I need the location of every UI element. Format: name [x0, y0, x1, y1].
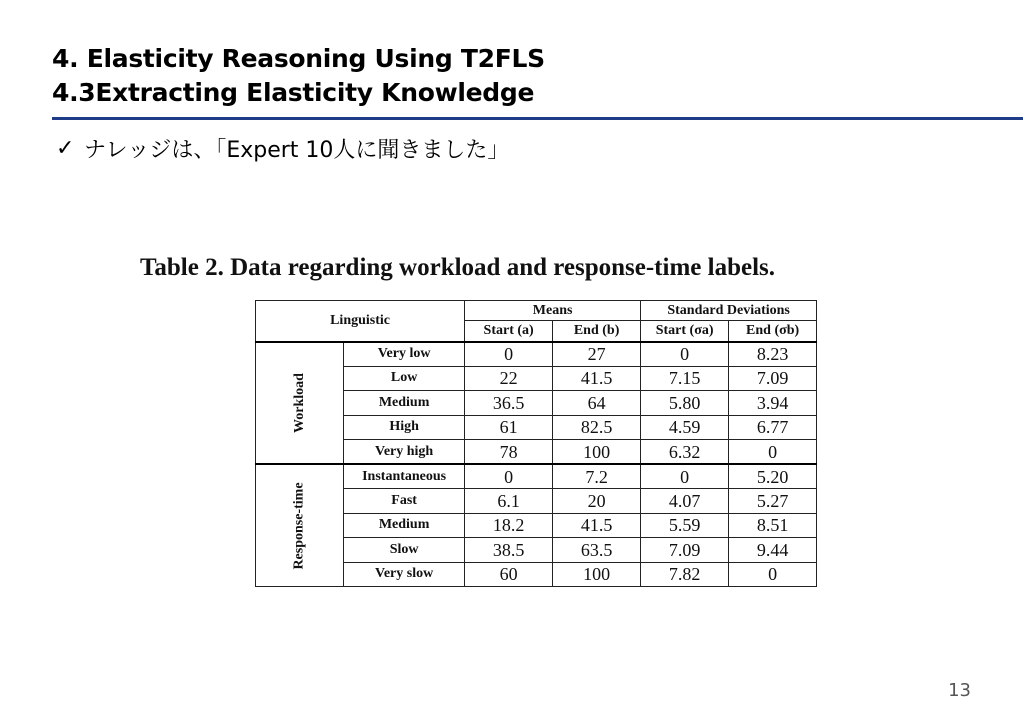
slide-title-line-2: 4.3Extracting Elasticity Knowledge: [52, 78, 535, 107]
cell-end-sigma: 5.20: [729, 464, 817, 489]
group-label: Response-time: [291, 481, 307, 570]
data-table: [255, 300, 817, 587]
cell-start-a: 36.5: [465, 391, 553, 416]
slide-title-line-1: 4. Elasticity Reasoning Using T2FLS: [52, 44, 545, 73]
cell-start-sigma: 6.32: [641, 440, 729, 465]
row-label: Very slow: [344, 562, 465, 587]
cell-end-b: 41.5: [553, 366, 641, 391]
bullet-text: ナレッジは、「Expert 10人に聞きました」: [84, 137, 510, 163]
row-label: Instantaneous: [344, 464, 465, 489]
cell-start-a: 0: [465, 464, 553, 489]
table-row: [256, 464, 817, 489]
cell-end-b: 64: [553, 391, 641, 416]
header-means: Means: [465, 301, 641, 321]
group-label: Workload: [291, 372, 307, 433]
cell-end-b: 27: [553, 342, 641, 367]
cell-start-sigma: 4.07: [641, 489, 729, 514]
header-end-sigma-b: End (σb): [729, 321, 817, 342]
page-number: 13: [948, 680, 971, 701]
cell-end-b: 41.5: [553, 513, 641, 538]
cell-start-sigma: 7.82: [641, 562, 729, 587]
cell-end-sigma: 0: [729, 440, 817, 465]
cell-end-b: 7.2: [553, 464, 641, 489]
cell-end-sigma: 0: [729, 562, 817, 587]
cell-start-sigma: 7.09: [641, 538, 729, 563]
header-start-sigma-a: Start (σa): [641, 321, 729, 342]
cell-start-sigma: 4.59: [641, 415, 729, 440]
cell-end-sigma: 9.44: [729, 538, 817, 563]
checkmark-icon: ✓: [56, 135, 75, 161]
row-label: Medium: [344, 513, 465, 538]
header-start-a: Start (a): [465, 321, 553, 342]
row-label: Low: [344, 366, 465, 391]
cell-start-a: 6.1: [465, 489, 553, 514]
cell-start-a: 60: [465, 562, 553, 587]
cell-start-sigma: 7.15: [641, 366, 729, 391]
cell-end-b: 100: [553, 440, 641, 465]
row-label: Slow: [344, 538, 465, 563]
header-linguistic: Linguistic: [256, 301, 465, 342]
cell-start-sigma: 0: [641, 342, 729, 367]
cell-end-sigma: 3.94: [729, 391, 817, 416]
cell-end-sigma: 5.27: [729, 489, 817, 514]
row-label: Medium: [344, 391, 465, 416]
cell-start-a: 61: [465, 415, 553, 440]
header-end-b: End (b): [553, 321, 641, 342]
cell-start-a: 0: [465, 342, 553, 367]
cell-end-sigma: 8.51: [729, 513, 817, 538]
table-row: [256, 342, 817, 367]
group-cell: [256, 342, 344, 465]
cell-end-sigma: 8.23: [729, 342, 817, 367]
header-standard-deviations: Standard Deviations: [641, 301, 817, 321]
group-cell: [256, 464, 344, 587]
table-body: [256, 342, 817, 587]
cell-start-sigma: 5.59: [641, 513, 729, 538]
cell-start-a: 22: [465, 366, 553, 391]
table-caption: Table 2. Data regarding workload and response-time labels.: [140, 254, 775, 281]
row-label: Very low: [344, 342, 465, 367]
row-label: Very high: [344, 440, 465, 465]
cell-end-sigma: 7.09: [729, 366, 817, 391]
cell-end-b: 20: [553, 489, 641, 514]
cell-start-sigma: 0: [641, 464, 729, 489]
cell-end-sigma: 6.77: [729, 415, 817, 440]
cell-start-sigma: 5.80: [641, 391, 729, 416]
cell-end-b: 100: [553, 562, 641, 587]
cell-end-b: 82.5: [553, 415, 641, 440]
cell-start-a: 78: [465, 440, 553, 465]
bullet-item: [56, 128, 509, 168]
cell-end-b: 63.5: [553, 538, 641, 563]
cell-start-a: 38.5: [465, 538, 553, 563]
row-label: High: [344, 415, 465, 440]
cell-start-a: 18.2: [465, 513, 553, 538]
row-label: Fast: [344, 489, 465, 514]
slide-title: [52, 42, 992, 110]
title-divider: [52, 117, 1023, 120]
